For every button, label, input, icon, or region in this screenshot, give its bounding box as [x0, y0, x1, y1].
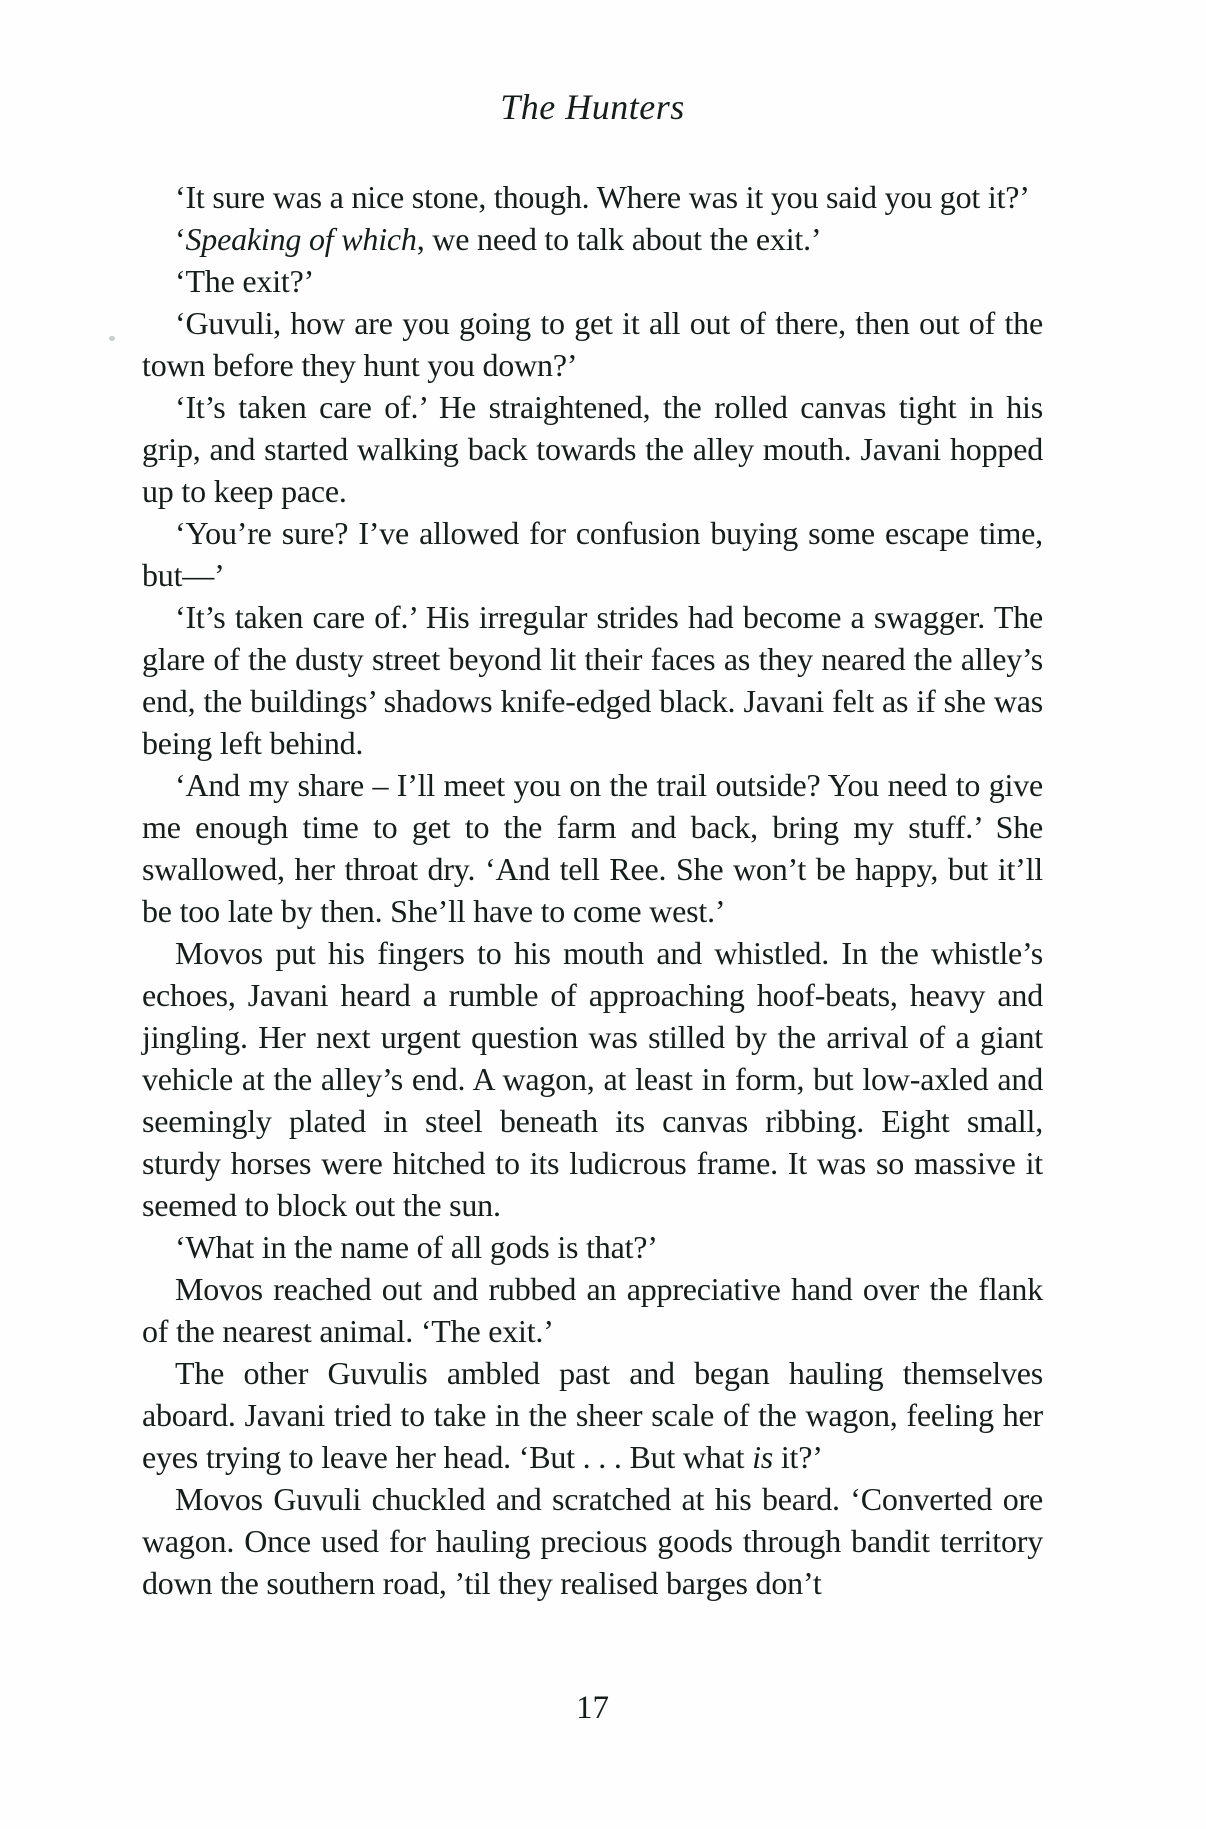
paragraph — [142, 764, 1043, 932]
paragraph — [142, 386, 1043, 512]
running-header: The Hunters — [500, 87, 685, 127]
paragraph — [142, 1352, 1043, 1478]
paragraph — [142, 1478, 1043, 1604]
body-run: ‘It sure was a nice stone, though. Where was it you said you got it?’ — [175, 179, 1030, 215]
paragraph — [142, 932, 1043, 1226]
page-number: 17 — [576, 1690, 609, 1726]
body-run: Movos Guvuli chuckled and scratched at his beard. ‘Converted ore wagon. Once used for hauling precious goods through bandit territory down the southern road, ’til they realised barges don’t — [142, 1481, 1043, 1601]
body-text — [142, 176, 1043, 1604]
paragraph — [142, 596, 1043, 764]
paragraph — [142, 302, 1043, 386]
body-run: it?’ — [773, 1439, 823, 1475]
paragraph — [142, 1268, 1043, 1352]
paragraph — [142, 1226, 1043, 1268]
body-run: ‘What in the name of all gods is that?’ — [175, 1229, 658, 1265]
paragraph — [142, 512, 1043, 596]
body-run: ‘And my share – I’ll meet you on the trail outside? You need to give me enough time to get to the farm and back, bring my stuff.’ She swallowed, her throat dry. ‘And tell Ree. She won’t be happy, but it’ll be too late by then. She’ll have to come west.’ — [142, 767, 1043, 929]
body-run: ‘Guvuli, how are you going to get it all out of there, then out of the town before they hunt you down?’ — [142, 305, 1043, 383]
body-run: ‘It’s taken care of.’ He straightened, the rolled canvas tight in his grip, and started walking back towards the alley mouth. Javani hopped up to keep pace. — [142, 389, 1043, 509]
body-run: ‘It’s taken care of.’ His irregular strides had become a swagger. The glare of the dusty street beyond lit their faces as they neared the alley’s end, the buildings’ shadows knife-edged black. Javani felt as if she was being left behind. — [142, 599, 1043, 761]
body-run: Movos reached out and rubbed an appreciative hand over the flank of the nearest animal. ‘The exit.’ — [142, 1271, 1043, 1349]
paragraph — [142, 218, 1043, 260]
body-run: ‘ — [175, 221, 186, 257]
paragraph — [142, 176, 1043, 218]
body-run: ‘The exit?’ — [175, 263, 315, 299]
italic-text: Speaking of which — [185, 221, 417, 257]
body-run: ‘You’re sure? I’ve allowed for confusion buying some escape time, but—’ — [142, 515, 1043, 593]
scan-artifact — [109, 336, 115, 341]
body-run: Movos put his fingers to his mouth and whistled. In the whistle’s echoes, Javani heard a rumble of approaching hoof-beats, heavy and jingling. Her next urgent question was stilled by the arrival of a giant vehicle at the alley’s end. A wagon, at least in form, but low-axled and seemingly plated in steel beneath its canvas ribbing. Eight small, sturdy horses were hitched to its ludicrous frame. It was so massive it seemed to block out the sun. — [142, 935, 1043, 1223]
italic-text: is — [752, 1439, 774, 1475]
body-run: The other Guvulis ambled past and began hauling themselves aboard. Javani tried to take in the sheer scale of the wagon, feeling her eyes trying to leave her head. ‘But . . . But what — [142, 1355, 1043, 1475]
body-run: , we need to talk about the exit.’ — [416, 221, 822, 257]
paragraph — [142, 260, 1043, 302]
